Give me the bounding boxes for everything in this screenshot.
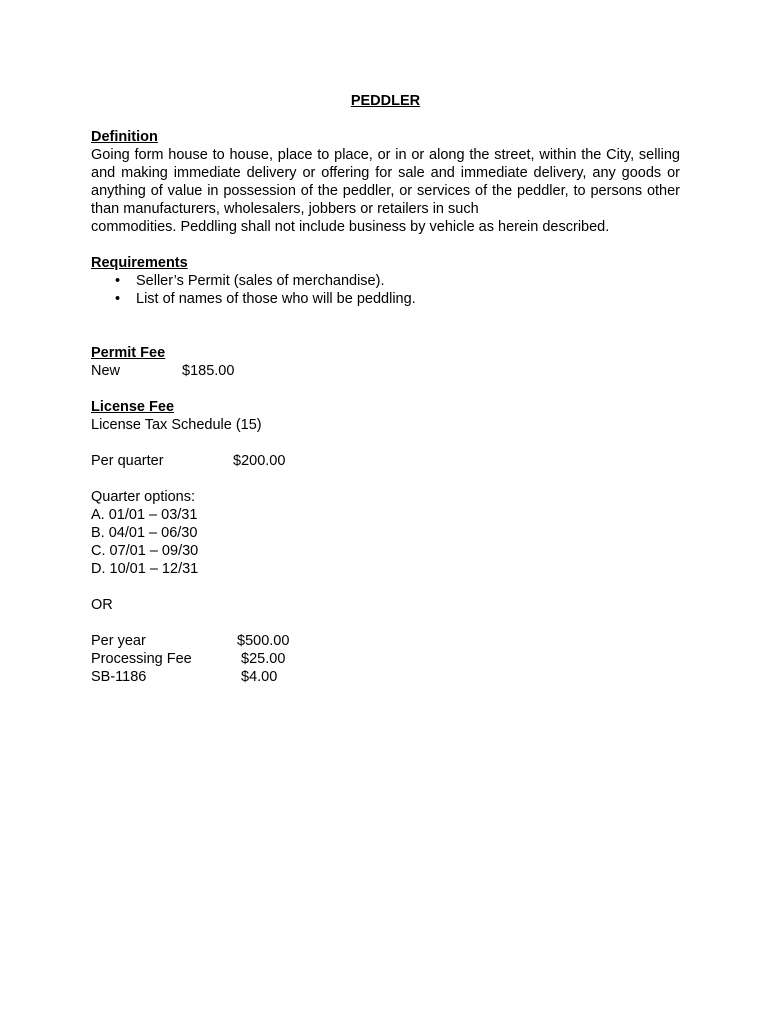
spacer xyxy=(91,308,680,344)
requirements-list xyxy=(91,272,680,308)
permit-fee-row xyxy=(91,362,680,380)
fee-row xyxy=(91,650,680,668)
quarter-option: C. 07/01 – 09/30 xyxy=(91,543,199,559)
spacer xyxy=(91,434,680,452)
document-page xyxy=(91,92,680,686)
spacer xyxy=(91,578,680,596)
list-item xyxy=(91,290,680,308)
per-quarter-amount: $200.00 xyxy=(233,453,286,469)
per-quarter-row xyxy=(91,452,680,470)
fee-amount: $4.00 xyxy=(237,669,278,685)
spacer xyxy=(91,380,680,398)
permit-fee-heading: Permit Fee xyxy=(91,345,166,361)
quarter-options-label: Quarter options: xyxy=(91,489,195,505)
definition-text xyxy=(91,146,680,236)
or-label: OR xyxy=(91,597,113,613)
page-title: PEDDLER xyxy=(350,93,421,109)
permit-fee-label: New xyxy=(91,363,121,379)
fee-amount: $25.00 xyxy=(237,651,286,667)
bullet-icon: • xyxy=(115,273,121,289)
permit-fee-amount: $185.00 xyxy=(182,363,235,379)
list-item xyxy=(91,272,680,290)
quarter-option: A. 01/01 – 03/31 xyxy=(91,507,198,523)
quarter-option: B. 04/01 – 06/30 xyxy=(91,525,198,541)
spacer xyxy=(91,236,680,254)
license-schedule: License Tax Schedule (15) xyxy=(91,417,262,433)
requirement-text: List of names of those who will be peddling. xyxy=(136,291,416,307)
license-fee-heading: License Fee xyxy=(91,399,175,415)
per-quarter-label: Per quarter xyxy=(91,453,164,469)
fee-label: SB-1186 xyxy=(91,669,147,685)
quarter-option: D. 10/01 – 12/31 xyxy=(91,561,199,577)
fee-label: Processing Fee xyxy=(91,651,192,667)
definition-last-line: commodities. Peddling shall not include business by vehicle as herein described. xyxy=(91,219,610,235)
definition-heading: Definition xyxy=(91,129,158,145)
fee-row xyxy=(91,632,680,650)
spacer xyxy=(91,614,680,632)
spacer xyxy=(91,470,680,488)
fee-label: Per year xyxy=(91,633,146,649)
fee-row xyxy=(91,668,680,686)
requirements-heading: Requirements xyxy=(91,255,188,271)
bullet-icon: • xyxy=(115,291,121,307)
spacer xyxy=(91,110,680,128)
fee-amount: $500.00 xyxy=(237,633,290,649)
definition-body: Going form house to house, place to place, or in or along the street, within the City, selling and making immediate delivery or offering for sale and immediate delivery, any goods or anything of value in possession of the peddler, or services of the peddler, to persons other than manufacturers, wholesalers, jobbers or retailers in such xyxy=(91,147,680,217)
requirement-text: Seller’s Permit (sales of merchandise). xyxy=(136,273,385,289)
